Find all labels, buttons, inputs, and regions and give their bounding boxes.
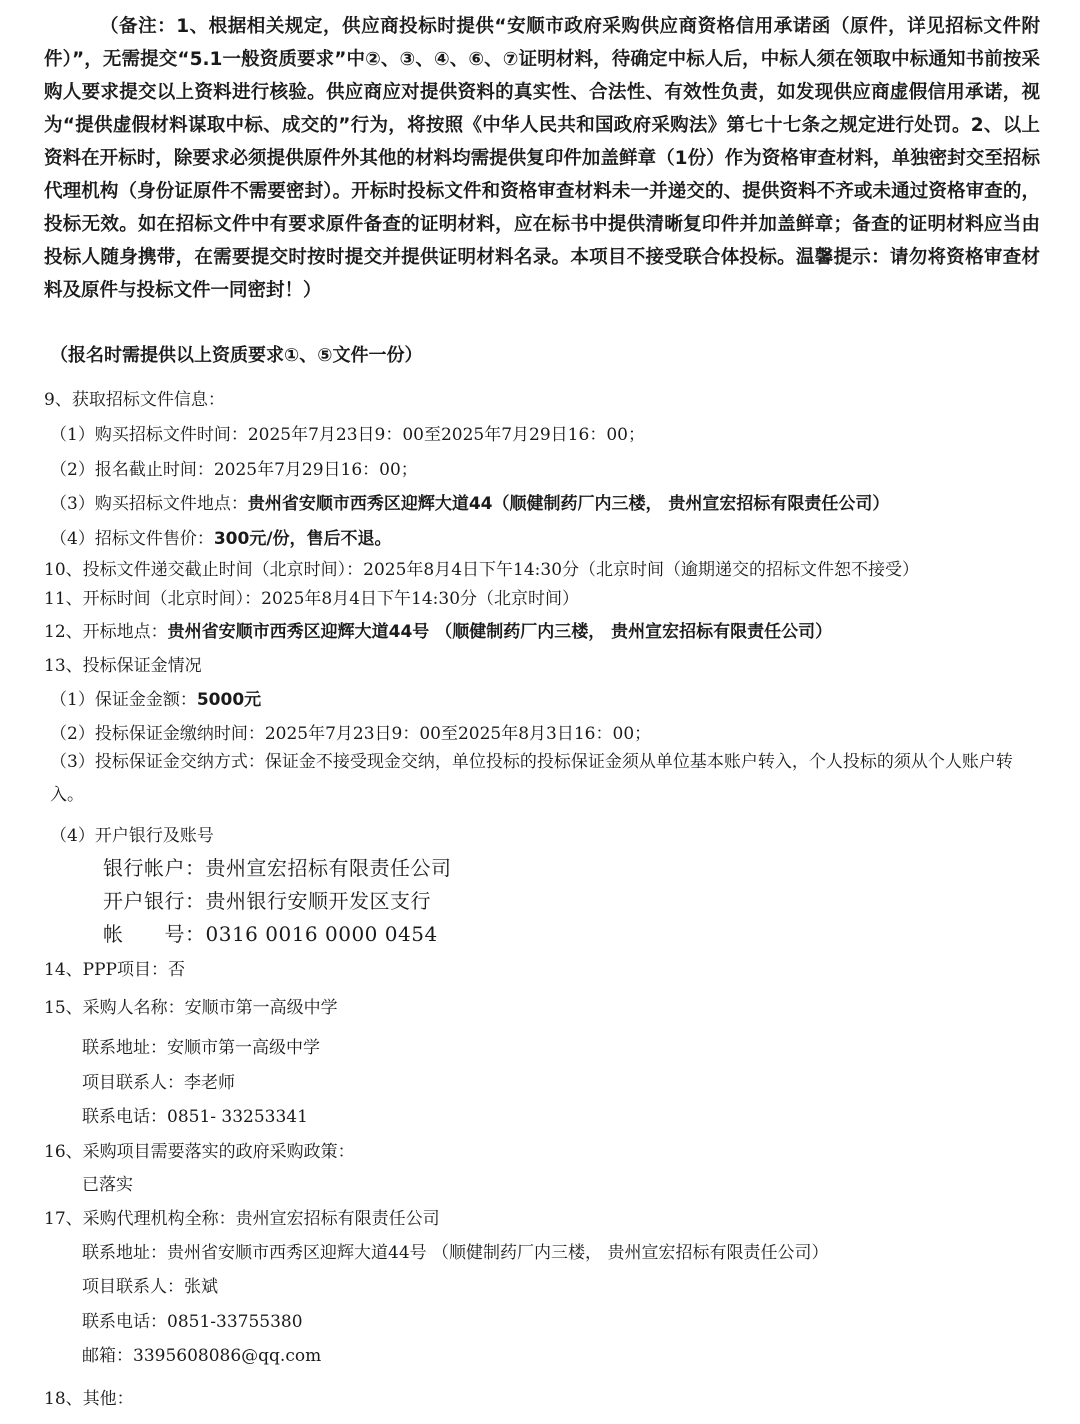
purchaser-contact: 项目联系人：李老师	[82, 1073, 235, 1093]
section-17-title: 17、采购代理机构全称：贵州宣宏招标有限责任公司	[44, 1209, 440, 1229]
section-13-item-1-value: 5000元	[196, 690, 262, 710]
section-13-item-4: （4）开户银行及账号	[50, 826, 214, 846]
section-13-title: 13、投标保证金情况	[44, 656, 202, 676]
section-12	[44, 617, 832, 642]
section-14: 14、PPP项目：否	[44, 960, 185, 980]
section-9-item-4	[50, 524, 392, 549]
agency-address: 联系地址：贵州省安顺市西秀区迎辉大道44号 （顺健制药厂内三楼， 贵州宣宏招标有限责任公司）	[82, 1243, 829, 1263]
bank-name: 开户银行：贵州银行安顺开发区支行	[103, 889, 431, 913]
section-16-value: 已落实	[82, 1175, 133, 1195]
section-9-item-1: （1）购买招标文件时间：2025年7月23日9：00至2025年7月29日16：00；	[50, 425, 645, 445]
section-13-item-1-label: （1）保证金金额：	[50, 690, 197, 710]
purchaser-phone: 联系电话：0851- 33253341	[82, 1107, 308, 1127]
section-12-value: 贵州省安顺市西秀区迎辉大道44号 （顺健制药厂内三楼， 贵州宣宏招标有限责任公司）	[167, 622, 833, 642]
section-9-item-3	[50, 489, 889, 514]
section-16-title: 16、采购项目需要落实的政府采购政策：	[44, 1142, 355, 1162]
section-13-item-3: （3）投标保证金交纳方式：保证金不接受现金交纳，单位投标的投标保证金须从单位基本账户转入，个人投标的须从个人账户转入。	[50, 752, 1013, 805]
agency-email: 邮箱：3395608086@qq.com	[82, 1346, 322, 1366]
section-13-item-1	[50, 685, 261, 710]
section-12-label: 12、开标地点：	[44, 622, 168, 642]
section-10: 10、投标文件递交截止时间（北京时间）：2025年8月4日下午14:30分（北京时间（逾期递交的招标文件恕不接受）	[44, 560, 920, 580]
section-9-item-3-label: （3）购买招标文件地点：	[50, 494, 248, 514]
remarks-paragraph: （备注：1、根据相关规定，供应商投标时提供“安顺市政府采购供应商资格信用承诺函（原件，详见招标文件附件）”，无需提交“5.1一般资质要求”中②、③、④、⑥、⑦证明材料，待确定中标人后，中标人须在领取中标通知书前按采购人要求提交以上资料进行核验。供应商应对提供资料的真实性、合法性、有效性负责，如发现供应商虚假信用承诺，视为“提供虚假材料谋取中标、成交的”行为，将按照《中华人民共和国政府采购法》第七十七条之规定进行处罚。2、以上资料在开标时，除要求必须提供原件外其他的材料均需提供复印件加盖鲜章（1份）作为资格审查材料，单独密封交至招标代理机构（身份证原件不需要密封）。开标时投标文件和资格审查材料未一并递交的、提供资料不齐或未通过资格审查的，投标无效。如在招标文件中有要求原件备查的证明材料，应在标书中提供清晰复印件并加盖鲜章；备查的证明材料应当由投标人随身携带，在需要提交时按时提交并提供证明材料名录。本项目不接受联合体投标。温馨提示：请勿将资格审查材料及原件与投标文件一同密封！）	[44, 16, 1040, 301]
agency-contact: 项目联系人：张斌	[82, 1277, 218, 1297]
section-18: 18、其他：	[44, 1389, 134, 1409]
section-9-item-4-label: （4）招标文件售价：	[50, 529, 214, 549]
bank-account-holder: 银行帐户：贵州宣宏招标有限责任公司	[103, 856, 452, 880]
section-15-title: 15、采购人名称：安顺市第一高级中学	[44, 998, 338, 1018]
section-9-item-2: （2）报名截止时间：2025年7月29日16：00；	[50, 460, 418, 480]
registration-note: （报名时需提供以上资质要求①、⑤文件一份）	[50, 345, 423, 366]
section-9-item-4-value: 300元/份，售后不退。	[213, 529, 392, 549]
section-9-item-3-value: 贵州省安顺市西秀区迎辉大道44（顺健制药厂内三楼， 贵州宣宏招标有限责任公司）	[247, 494, 890, 514]
section-13-item-2: （2）投标保证金缴纳时间：2025年7月23日9：00至2025年8月3日16：00；	[50, 724, 652, 744]
section-11: 11、开标时间（北京时间）：2025年8月4日下午14:30分（北京时间）	[44, 589, 580, 609]
agency-phone: 联系电话：0851-33755380	[82, 1312, 303, 1332]
section-9-title: 9、获取招标文件信息：	[44, 390, 225, 410]
bank-account-number: 帐 号：0316 0016 0000 0454	[103, 922, 438, 946]
purchaser-address: 联系地址：安顺市第一高级中学	[82, 1038, 320, 1058]
